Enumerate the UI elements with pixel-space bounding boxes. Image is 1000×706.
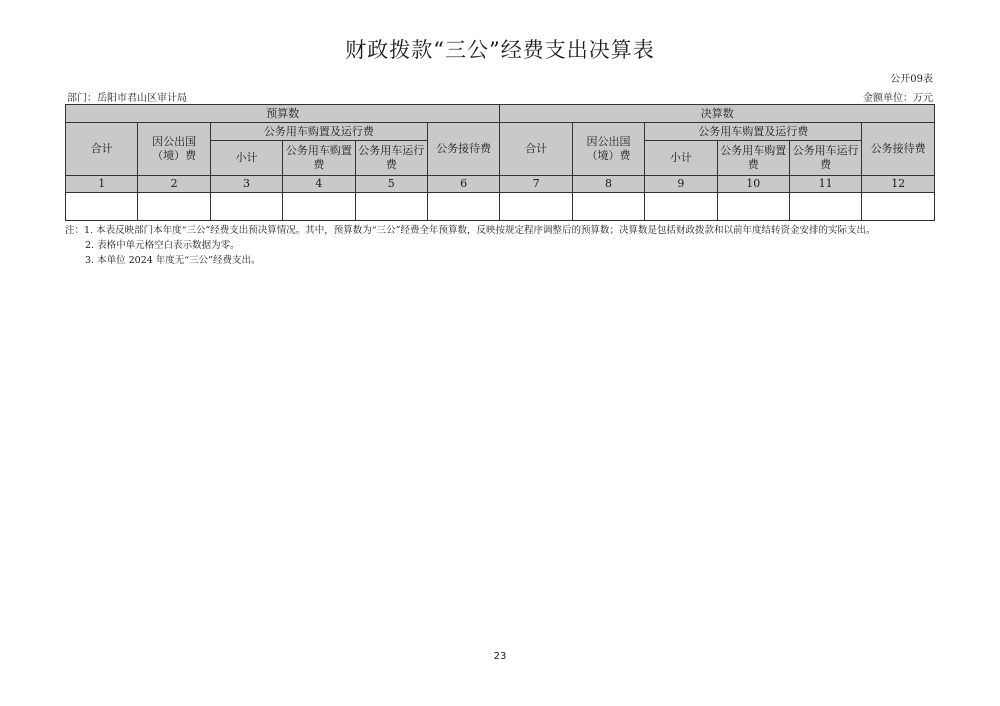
note-1: 注：1. 本表反映部门本年度“三公”经费支出预决算情况。其中，预算数为“三公”经费全年预算数，反映按规定程序调整后的预算数；决算数是包括财政拨款和以前年度结转资金安排的实际支出。	[65, 225, 876, 236]
column-number-row	[66, 176, 935, 193]
value-cell	[645, 193, 717, 221]
value-cell	[717, 193, 789, 221]
header-budget-vehicle-group: 公务用车购置及运行费	[210, 123, 427, 141]
header-budget-subtotal: 小计	[210, 141, 282, 176]
column-number: 6	[427, 176, 499, 193]
value-cell	[500, 193, 572, 221]
value-cell	[427, 193, 499, 221]
column-number: 5	[355, 176, 427, 193]
value-cell	[210, 193, 282, 221]
value-cell	[572, 193, 644, 221]
value-cell	[789, 193, 861, 221]
column-number: 11	[789, 176, 861, 193]
page-number: 23	[493, 651, 507, 662]
three-public-expenses-table	[65, 104, 935, 221]
column-number: 1	[66, 176, 138, 193]
header-budget-total: 合计	[66, 123, 138, 176]
column-number: 7	[500, 176, 572, 193]
column-number: 4	[283, 176, 355, 193]
header-budget-vehicle-operation: 公务用车运行费	[355, 141, 427, 176]
group-header-budget: 预算数	[66, 105, 500, 123]
value-cell	[66, 193, 138, 221]
header-row-groups	[66, 105, 935, 123]
header-budget-reception: 公务接待费	[427, 123, 499, 176]
column-number: 9	[645, 176, 717, 193]
header-final-abroad: 因公出国（境）费	[572, 123, 644, 176]
notes-section	[65, 224, 935, 267]
group-header-final: 决算数	[500, 105, 935, 123]
header-final-vehicle-purchase: 公务用车购置费	[717, 141, 789, 176]
value-cell	[355, 193, 427, 221]
header-final-vehicle-operation: 公务用车运行费	[789, 141, 861, 176]
column-number: 8	[572, 176, 644, 193]
form-number: 公开09表	[890, 74, 933, 85]
header-final-reception: 公务接待费	[862, 123, 935, 176]
note-2: 2. 表格中单元格空白表示数据为零。	[85, 240, 240, 251]
value-cell	[283, 193, 355, 221]
column-number: 3	[210, 176, 282, 193]
header-row-categories	[66, 123, 935, 141]
header-budget-vehicle-purchase: 公务用车购置费	[283, 141, 355, 176]
data-row	[66, 193, 935, 221]
amount-unit-label: 金额单位：万元	[863, 93, 933, 104]
value-cell	[138, 193, 210, 221]
value-cell	[862, 193, 935, 221]
header-final-vehicle-group: 公务用车购置及运行费	[645, 123, 862, 141]
column-number: 12	[862, 176, 935, 193]
header-final-subtotal: 小计	[645, 141, 717, 176]
department-label: 部门：岳阳市君山区审计局	[67, 93, 187, 104]
page-title: 财政拨款“三公”经费支出决算表	[345, 38, 655, 62]
column-number: 10	[717, 176, 789, 193]
header-budget-abroad: 因公出国（境）费	[138, 123, 210, 176]
header-final-total: 合计	[500, 123, 572, 176]
note-3: 3. 本单位 2024 年度无“三公”经费支出。	[85, 255, 261, 266]
column-number: 2	[138, 176, 210, 193]
